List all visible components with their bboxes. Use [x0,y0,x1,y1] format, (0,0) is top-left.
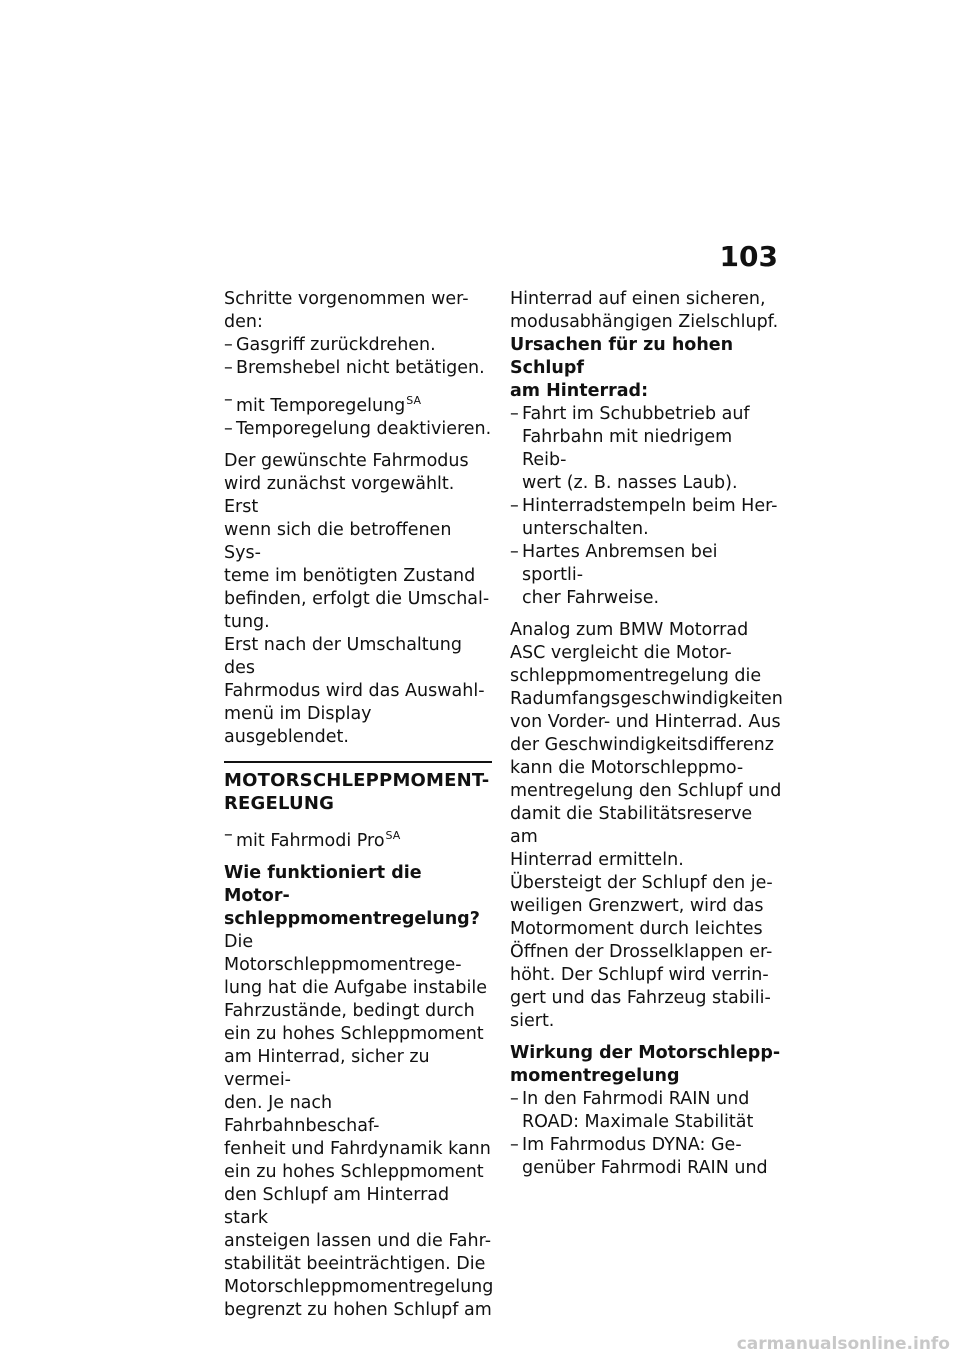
text-line: weiligen Grenzwert, wird das [510,896,764,916]
text-line: Wirkung der Motorschlepp- [510,1043,781,1063]
text-line: Motormoment durch leichtes [510,919,763,939]
paragraph [510,872,782,1033]
text-line: wird zunächst vorgewählt. Erst [224,474,455,517]
text-line: wenn sich die betroffenen Sys- [224,520,452,563]
list-item-text: Fahrt im Schubbetrieb auf [522,404,750,424]
text-line: mentregelung den Schlupf und [510,781,782,801]
list-item [510,541,782,610]
paragraph [224,931,492,1322]
text-line: am Hinterrad: [510,381,649,401]
footer-watermark: carmanualsonline.info [736,1334,950,1354]
text-line: REGELUNG [224,793,335,814]
list-item [224,334,492,357]
list-item [510,1088,782,1134]
section-divider [224,761,492,763]
dash: – [510,1135,519,1155]
dash: – [224,419,233,439]
text-line: Radumfangsgeschwindigkeiten [510,689,783,709]
dash: – [510,496,519,516]
text-line: den Schlupf am Hinterrad stark [224,1185,450,1228]
condition-text: mit Temporegelung [236,396,406,416]
text-line: lung hat die Aufgabe instabile [224,978,488,998]
text-line: Hinterrad auf einen sicheren, [510,289,766,309]
text-line: Fahrmodus wird das Auswahl- [224,681,485,701]
text-line: siert. [510,1011,555,1031]
list-item-text: Hinterradstempeln beim Her- [522,496,778,516]
text-line: von Vorder- und Hinterrad. Aus [510,712,781,732]
page-number: 103 [719,240,778,273]
list-item-text: ROAD: Maximale Stabilität [522,1112,754,1132]
list-item [224,357,492,380]
text-line: modusabhängigen Zielschlupf. [510,312,779,332]
text-line: Erst nach der Umschaltung des [224,635,462,678]
dash: – [224,358,233,378]
sa-superscript: SA [406,394,422,407]
text-line: Öffnen der Drosselklappen er- [510,942,773,962]
text-line: Fahrzustände, bedingt durch [224,1001,475,1021]
text-line: den: [224,312,263,332]
dash: – [510,404,519,424]
list-item-text: Gasgriff zurückdrehen. [236,335,436,355]
list-item-text: wert (z. B. nasses Laub). [522,473,738,493]
intro-text [224,288,492,334]
text-line: der Geschwindigkeitsdifferenz [510,735,774,755]
text-line: Analog zum BMW Motorrad [510,620,749,640]
text-line: tung. [224,612,270,632]
text-line: ein zu hohes Schleppmoment [224,1162,484,1182]
subheading [510,334,782,403]
text-line: MOTORSCHLEPPMOMENT- [224,770,490,791]
list-item [224,389,492,418]
text-line: Ursachen für zu hohen Schlupf [510,335,734,378]
text-line: begrenzt zu hohen Schlupf am [224,1300,492,1320]
subheading [224,862,492,931]
text-line: befinden, erfolgt die Umschal- [224,589,490,609]
list-item [510,403,782,495]
list-item-text: Hartes Anbremsen bei sportli- [522,542,718,585]
text-line: Übersteigt der Schlupf den je- [510,873,773,893]
text-line: Die Motorschleppmomentrege- [224,932,462,975]
paragraph [224,634,492,749]
pro-condition [224,824,492,853]
text-line: höht. Der Schlupf wird verrin- [510,965,769,985]
text-line: Hinterrad ermitteln. [510,850,684,870]
text-line: schleppmomentregelung? [224,909,480,929]
list-item-text: In den Fahrmodi RAIN und [522,1089,750,1109]
list-item-text: Fahrbahn mit niedrigem Reib- [522,427,733,470]
list-item-text: unterschalten. [522,519,649,539]
text-line: stabilität beeinträchtigen. Die [224,1254,486,1274]
action-list [224,334,492,380]
list-item-text: Im Fahrmodus DYNA: Ge- [522,1135,742,1155]
text-line: ASC vergleicht die Motor- [510,643,732,663]
text-line: menü im Display ausgeblendet. [224,704,372,747]
list-item-text: Temporegelung deaktivieren. [236,419,492,439]
dash: – [224,335,233,355]
paragraph [510,619,782,872]
text-line: gert und das Fahrzeug stabili- [510,988,771,1008]
dash: – [224,390,233,410]
dash: – [510,1089,519,1109]
tempo-condition [224,389,492,418]
subheading [510,1042,782,1088]
text-line: damit die Stabilitätsreserve am [510,804,753,847]
paragraph [224,450,492,634]
text-line: ansteigen lassen und die Fahr- [224,1231,492,1251]
text-line: momentregelung [510,1066,680,1086]
text-line: ein zu hohes Schleppmoment [224,1024,484,1044]
text-line: Schritte vorgenommen wer- [224,289,469,309]
dash: – [510,542,519,562]
paragraph [510,288,782,334]
text-line: schleppmomentregelung die [510,666,762,686]
list-item-text: cher Fahrweise. [522,588,660,608]
list-item [224,824,492,853]
list-item [510,1134,782,1180]
text-line: kann die Motorschleppmo- [510,758,744,778]
text-line: Der gewünschte Fahrmodus [224,451,469,471]
text-line: Motorschleppmomentregelung [224,1277,494,1297]
condition-text: mit Fahrmodi Pro [236,831,385,851]
tempo-list [224,418,492,441]
list-item-text: Bremshebel nicht betätigen. [236,358,485,378]
list-item-text: genüber Fahrmodi RAIN und [522,1158,768,1178]
text-line: am Hinterrad, sicher zu vermei- [224,1047,430,1090]
causes-list [510,403,782,610]
dash: – [224,825,233,845]
list-item [224,418,492,441]
text-line: teme im benötigten Zustand [224,566,476,586]
text-line: fenheit und Fahrdynamik kann [224,1139,491,1159]
effects-list [510,1088,782,1180]
right-column [510,288,782,1189]
list-item [510,495,782,541]
section-title [224,769,492,815]
text-line: Wie funktioniert die Motor- [224,863,422,906]
left-column [224,288,492,1331]
sa-superscript: SA [385,829,401,842]
text-line: den. Je nach Fahrbahnbeschaf- [224,1093,380,1136]
